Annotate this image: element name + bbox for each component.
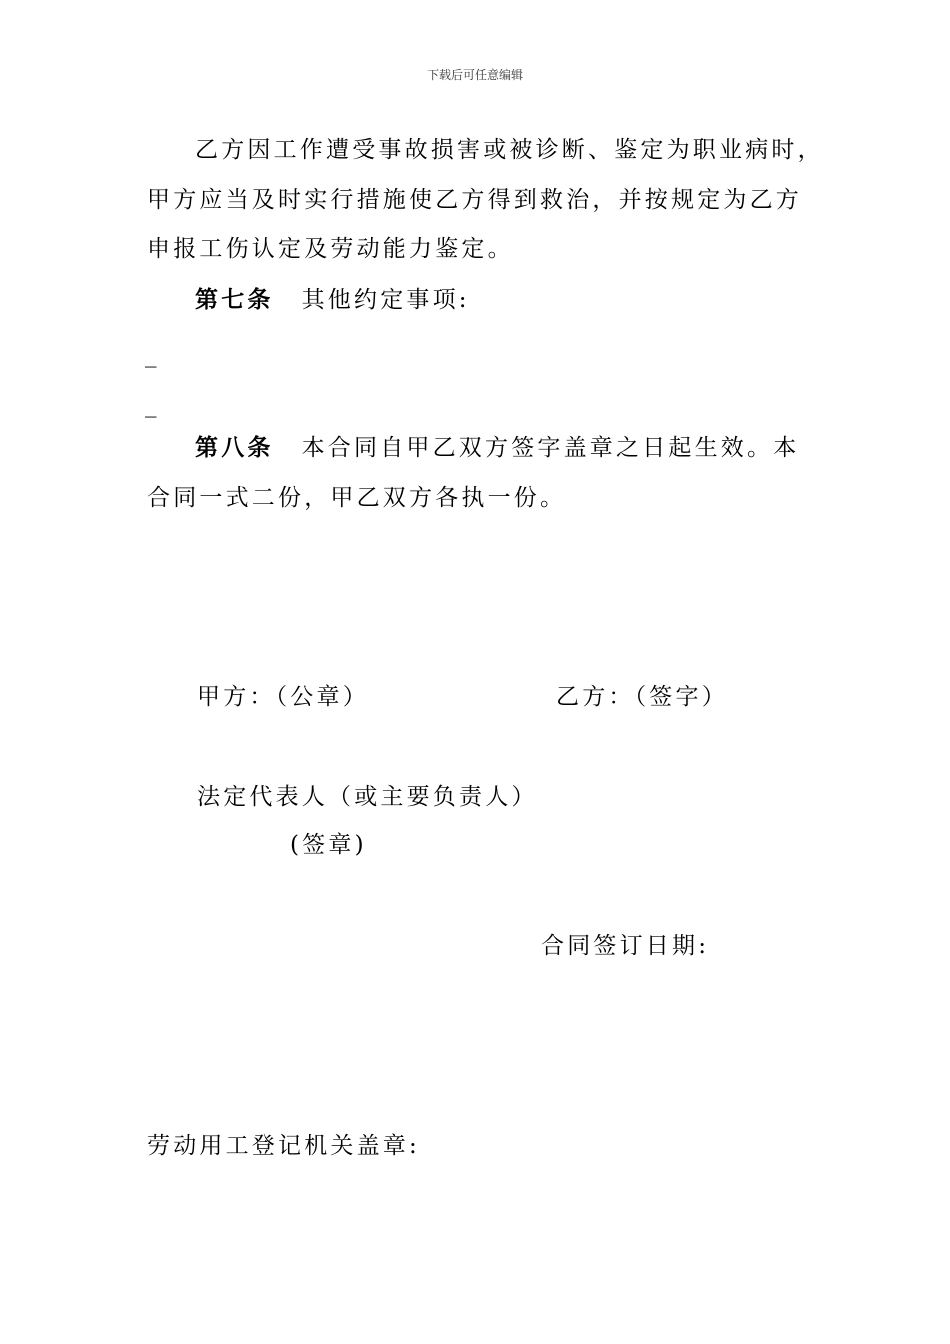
article7 bbox=[195, 285, 470, 315]
party-a-seal: 甲方：（公章） bbox=[197, 684, 369, 710]
article7-text: 其他约定事项: bbox=[301, 287, 470, 313]
para1-line2: 甲方应当及时实行措施使乙方得到救治，并按规定为乙方 bbox=[147, 187, 802, 213]
blank-line-2: _ bbox=[145, 392, 160, 418]
blank-line-1: _ bbox=[145, 342, 160, 368]
para1-line3: 申报工伤认定及劳动能力鉴定。 bbox=[147, 236, 514, 262]
legal-representative: 法定代表人（或主要负责人） bbox=[197, 784, 538, 810]
article8-line2: 合同一式二份，甲乙双方各执一份。 bbox=[147, 485, 567, 511]
article7-label: 第七条 bbox=[195, 286, 274, 313]
party-b-signature: 乙方：（签字） bbox=[556, 684, 728, 710]
article8-line1 bbox=[195, 433, 799, 463]
registration-seal: 劳动用工登记机关盖章: bbox=[147, 1133, 420, 1159]
article8-text1: 本合同自甲乙双方签字盖章之日起生效。本 bbox=[301, 435, 800, 461]
para1-line1: 乙方因工作遭受事故损害或被诊断、鉴定为职业病时， bbox=[195, 137, 824, 163]
page-header: 下载后可任意编辑 bbox=[426, 68, 523, 82]
article8-label: 第八条 bbox=[195, 434, 274, 461]
contract-sign-date: 合同签订日期: bbox=[541, 933, 710, 959]
sign-seal: (签章) bbox=[290, 832, 367, 858]
